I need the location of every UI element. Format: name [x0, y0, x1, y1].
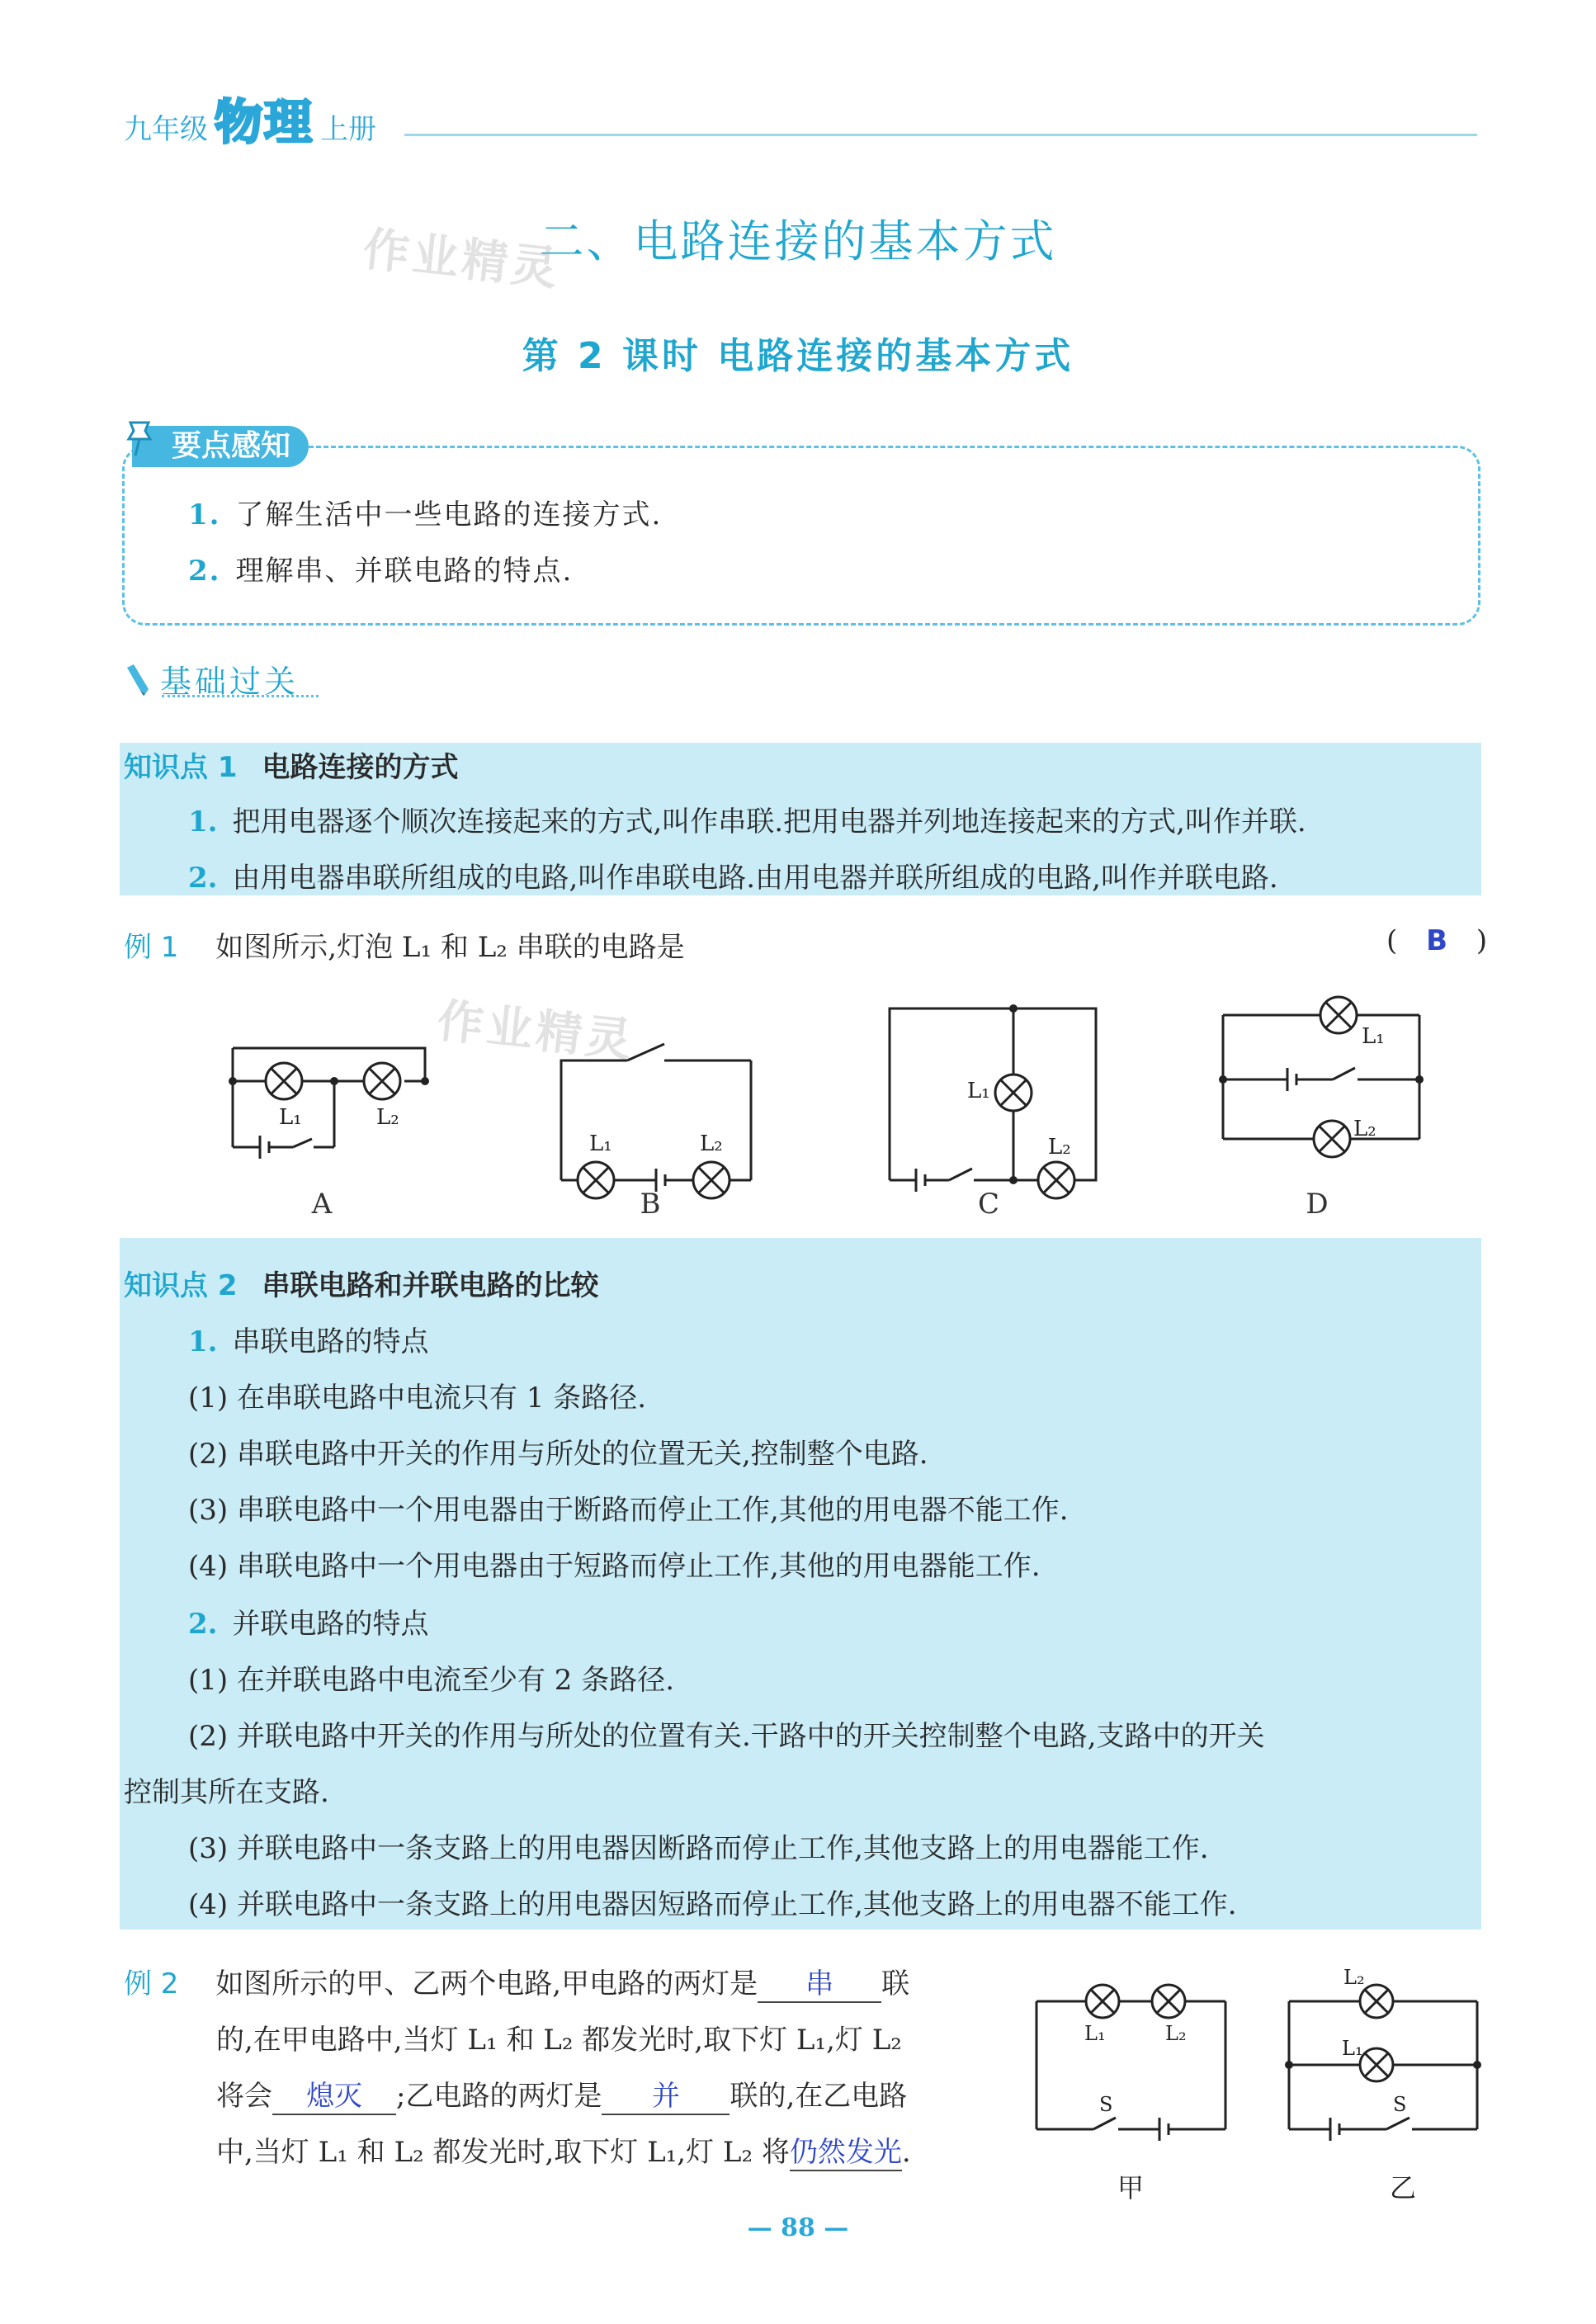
lamp-icon — [578, 1162, 614, 1198]
key-point-item: 1. 了解生活中一些电路的连接方式. — [188, 498, 663, 531]
lamp-icon — [266, 1063, 302, 1099]
header-volume: 上册 — [320, 113, 377, 146]
key-points-box — [122, 446, 1480, 626]
pencil-icon — [124, 663, 153, 696]
option-a-label: A — [311, 1188, 333, 1221]
label-l1: L₁ — [1362, 1024, 1385, 1049]
pushpin-icon — [124, 419, 155, 457]
watermark: 作业精灵 — [360, 222, 564, 297]
kp2-subheading: 2. 并联电路的特点 — [188, 1608, 429, 1641]
caption-yi: 乙 — [1389, 2172, 1417, 2204]
header-rule — [404, 134, 1477, 136]
lamp-icon — [1360, 1985, 1393, 2018]
kp2-heading: 知识点 2 串联电路和并联电路的比较 — [124, 1269, 599, 1302]
answer-blank: 熄灭 — [272, 2073, 396, 2115]
label-l1: L₁ — [1084, 2022, 1106, 2045]
lamp-icon — [1152, 1985, 1185, 2018]
lamp-icon — [995, 1075, 1032, 1111]
lamp-icon — [1360, 2048, 1393, 2081]
kp1-item: 1. 把用电器逐个顺次连接起来的方式,叫作串联.把用电器并列地连接起来的方式,叫作并联. — [188, 805, 1306, 838]
kp1-item: 2. 由用电器串联所组成的电路,叫作串联电路.由用电器并联所组成的电路,叫作并联电路. — [188, 862, 1278, 895]
kp2-item: (1) 在串联电路中电流只有 1 条路径. — [188, 1382, 647, 1415]
option-d-label: D — [1306, 1188, 1329, 1221]
page-header — [124, 94, 377, 150]
label-switch: S — [1393, 2093, 1407, 2116]
circuit-a — [233, 1048, 425, 1159]
label-switch: S — [1099, 2093, 1113, 2116]
basics-underline — [162, 695, 319, 697]
key-point-item: 2. 理解串、并联电路的特点. — [188, 555, 574, 588]
example-2-line-4: 中,当灯 L₁ 和 L₂ 都发光时,取下灯 L₁,灯 L₂ 将仍然发光. — [216, 2129, 911, 2171]
example-1-question: 例 1 如图所示,灯泡 L₁ 和 L₂ 串联的电路是 — [124, 931, 685, 964]
watermark: 作业精灵 — [434, 994, 638, 1069]
key-points-tab: 要点感知 — [132, 426, 309, 467]
label-l2: L₂ — [376, 1105, 399, 1130]
kp2-item: (4) 串联电路中一个用电器由于短路而停止工作,其他的用电器能工作. — [188, 1550, 1041, 1583]
section-title: 二、电路连接的基本方式 — [539, 215, 1057, 267]
label-l1: L₁ — [279, 1105, 302, 1130]
label-l1: L₁ — [1342, 2037, 1363, 2060]
answer-blank: 并 — [602, 2073, 730, 2115]
option-b-label: B — [640, 1188, 661, 1221]
lamp-icon — [1314, 1121, 1350, 1157]
lamp-icon — [1086, 1985, 1119, 2018]
lamp-icon — [1320, 997, 1357, 1033]
kp2-item: (3) 串联电路中一个用电器由于断路而停止工作,其他的用电器不能工作. — [188, 1494, 1069, 1527]
lamp-icon — [693, 1162, 730, 1198]
example-2-circuits — [1023, 1956, 1502, 2204]
label-l1: L₁ — [589, 1131, 612, 1156]
basics-heading: 基础过关 — [124, 656, 299, 701]
example-2-line-2: 的,在甲电路中,当灯 L₁ 和 L₂ 都发光时,取下灯 L₁,灯 L₂ — [216, 2024, 902, 2057]
label-l2: L₂ — [1048, 1135, 1071, 1160]
kp2-item: (1) 在并联电路中电流至少有 2 条路径. — [188, 1664, 675, 1697]
label-l2: L₂ — [1343, 1966, 1365, 1989]
lamp-icon — [364, 1063, 400, 1099]
kp1-heading: 知识点 1 电路连接的方式 — [124, 751, 459, 784]
page-number: — 88 — — [747, 2213, 849, 2242]
example-1-answer: ( B ) — [1386, 924, 1488, 957]
kp2-item: (3) 并联电路中一条支路上的用电器因断路而停止工作,其他支路上的用电器能工作. — [188, 1832, 1209, 1865]
answer-blank: 仍然发光 — [790, 2129, 902, 2171]
label-l2: L₂ — [1353, 1117, 1376, 1141]
lamp-icon — [1038, 1162, 1074, 1198]
example-2-line-1: 例 2 如图所示的甲、乙两个电路,甲电路的两灯是 串 联 — [124, 1961, 909, 2003]
kp2-item: (2) 并联电路中开关的作用与所处的位置有关.干路中的开关控制整个电路,支路中的开关 — [188, 1720, 1265, 1753]
label-l2: L₂ — [1165, 2022, 1187, 2045]
caption-jia: 甲 — [1117, 2172, 1145, 2204]
answer-blank: 串 — [758, 1961, 881, 2003]
label-l1: L₁ — [967, 1079, 990, 1103]
header-grade: 九年级 — [124, 113, 208, 146]
kp2-item: (2) 串联电路中开关的作用与所处的位置无关,控制整个电路. — [188, 1438, 928, 1471]
kp2-item: 控制其所在支路. — [124, 1776, 329, 1809]
kp2-item: (4) 并联电路中一条支路上的用电器因短路而停止工作,其他支路上的用电器不能工作. — [188, 1888, 1237, 1921]
circuit-d — [1223, 1015, 1419, 1139]
option-c-label: C — [977, 1188, 1000, 1221]
kp2-subheading: 1. 串联电路的特点 — [188, 1325, 429, 1358]
example-1-circuits — [0, 982, 1596, 1246]
lesson-title: 第 2 课时 电路连接的基本方式 — [522, 335, 1074, 377]
example-2-line-3: 将会 熄灭 ;乙电路的两灯是 并 联的,在乙电路 — [216, 2073, 907, 2115]
label-l2: L₂ — [700, 1131, 723, 1156]
header-subject: 物理 — [215, 94, 314, 150]
